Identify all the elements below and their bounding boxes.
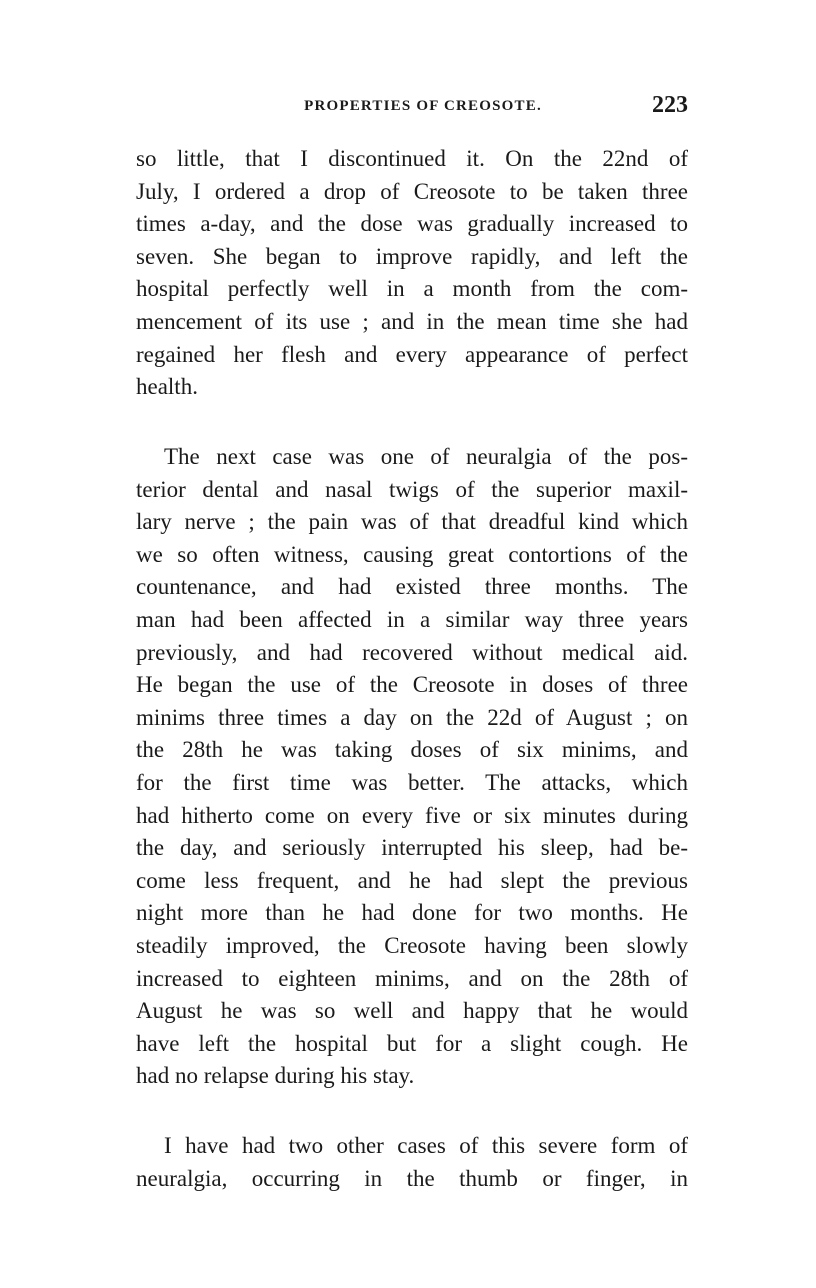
text-line: health. bbox=[136, 374, 198, 400]
text-line: we so often witness, causing great contortions of the bbox=[136, 541, 688, 567]
page-number: 223 bbox=[652, 92, 688, 118]
text-line: minims three times a day on the 22d of August ; on bbox=[136, 704, 688, 730]
paragraph-1 bbox=[136, 143, 688, 404]
text-line: night more than he had done for two months. He bbox=[136, 900, 688, 926]
running-head bbox=[136, 92, 688, 124]
text-line: the day, and seriously interrupted his sleep, had be- bbox=[136, 835, 688, 861]
text-line: hospital perfectly well in a month from the com- bbox=[136, 276, 688, 302]
text-line: The next case was one of neuralgia of the pos- bbox=[164, 444, 688, 469]
text-line: July, I ordered a drop of Creosote to be taken three bbox=[136, 178, 688, 204]
text-line: previously, and had recovered without medical aid. bbox=[136, 639, 688, 665]
text-line: terior dental and nasal twigs of the superior maxil- bbox=[136, 476, 688, 502]
text-line: mencement of its use ; and in the mean time she had bbox=[136, 308, 688, 334]
paragraph-3 bbox=[136, 1130, 688, 1195]
text-line: the 28th he was taking doses of six minims, and bbox=[136, 737, 688, 763]
text-line: lary nerve ; the pain was of that dreadful kind which bbox=[136, 509, 688, 535]
text-line: countenance, and had existed three months. The bbox=[136, 574, 688, 600]
paragraph-2 bbox=[136, 441, 688, 1093]
text-line: man had been affected in a similar way three years bbox=[136, 606, 688, 632]
text-line: August he was so well and happy that he would bbox=[136, 998, 688, 1024]
text-line: I have had two other cases of this severe form of bbox=[164, 1133, 688, 1158]
text-line: had no relapse during his stay. bbox=[136, 1063, 415, 1089]
text-line: increased to eighteen minims, and on the 28th of bbox=[136, 965, 688, 991]
text-line: neuralgia, occurring in the thumb or finger, in bbox=[136, 1165, 688, 1191]
text-line: He began the use of the Creosote in doses of three bbox=[136, 672, 688, 698]
text-line: have left the hospital but for a slight cough. He bbox=[136, 1030, 688, 1056]
text-line: seven. She began to improve rapidly, and left the bbox=[136, 243, 688, 269]
text-line: so little, that I discontinued it. On the 22nd of bbox=[136, 146, 688, 171]
text-line: had hitherto come on every five or six minutes during bbox=[136, 802, 688, 828]
text-line: for the first time was better. The attacks, which bbox=[136, 769, 688, 795]
text-line: steadily improved, the Creosote having been slowly bbox=[136, 932, 688, 958]
running-title: PROPERTIES OF CREOSOTE. bbox=[304, 98, 542, 114]
text-line: times a-day, and the dose was gradually increased to bbox=[136, 211, 688, 237]
text-line: come less frequent, and he had slept the previous bbox=[136, 867, 688, 893]
text-line: regained her flesh and every appearance of perfect bbox=[136, 341, 688, 367]
